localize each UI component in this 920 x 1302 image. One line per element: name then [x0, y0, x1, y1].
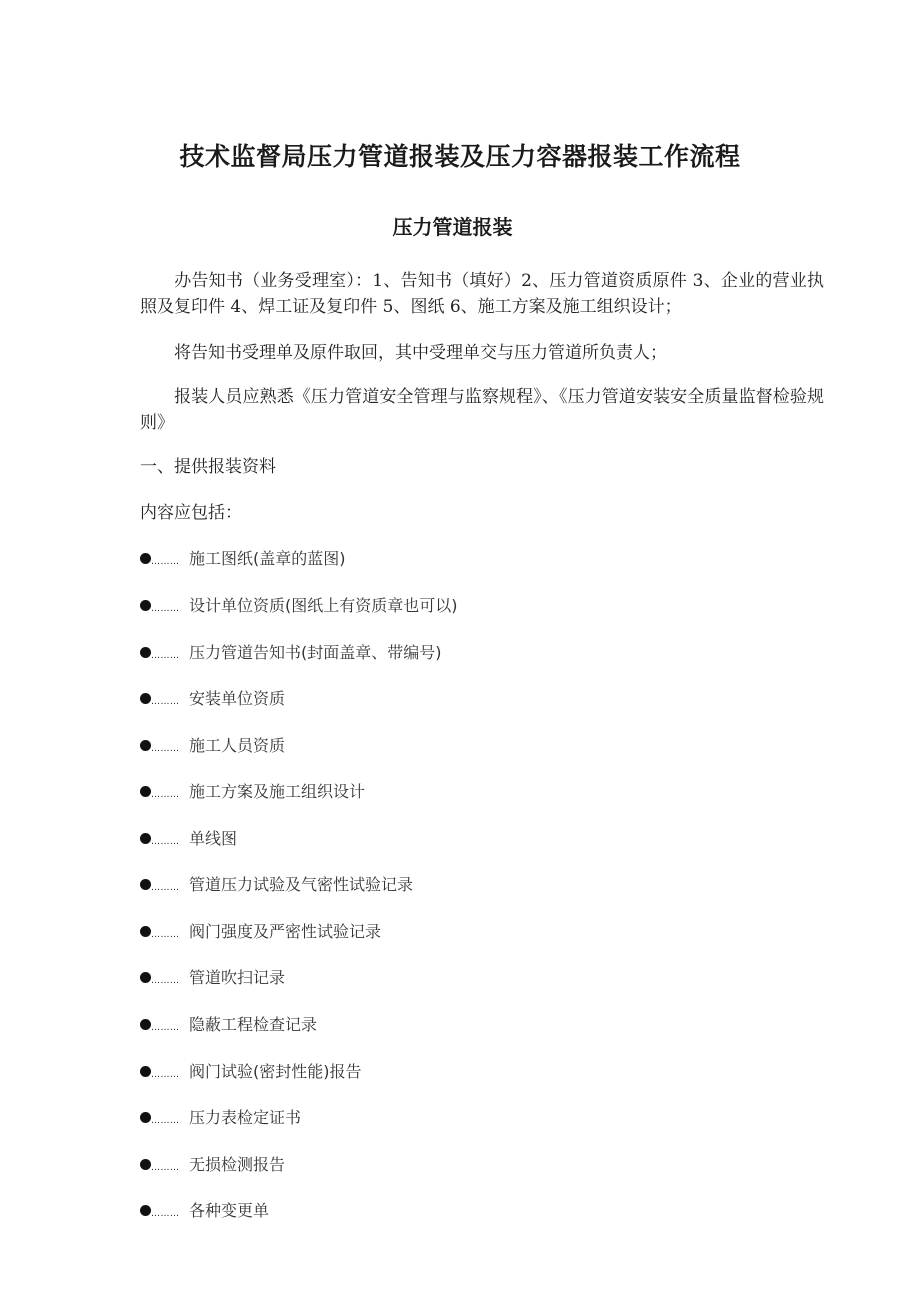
paragraph-receipt [140, 340, 824, 366]
list-item-text: 设计单位资质(图纸上有资质章也可以) [189, 596, 458, 615]
leader-dots: ……… [151, 557, 180, 567]
leader-dots: ……… [151, 604, 180, 614]
leader-dots: ……… [151, 744, 180, 754]
list-item [140, 686, 285, 712]
list-item [140, 1198, 269, 1224]
document-title: 技术监督局压力管道报装及压力容器报装工作流程 [179, 142, 741, 171]
paragraph-text: 报装人员应熟悉《压力管道安全管理与监察规程》、《压力管道安装安全质量监督检验规则》 [140, 387, 824, 433]
section-subtitle: 压力管道报装 [392, 215, 513, 239]
leader-dots: ……… [151, 651, 180, 661]
list-item-text: 各种变更单 [189, 1201, 270, 1220]
list-item [140, 640, 442, 666]
list-item [140, 1012, 317, 1038]
section-heading: 一、提供报装资料 [140, 457, 276, 477]
bullet-icon [140, 1159, 151, 1170]
bullet-icon [140, 926, 151, 937]
bullet-icon [140, 600, 151, 611]
bullet-icon [140, 647, 151, 658]
bullet-icon [140, 1112, 151, 1123]
bullet-icon [140, 1066, 151, 1077]
list-item [140, 919, 381, 945]
leader-dots: ……… [151, 1209, 180, 1219]
list-item-text: 隐蔽工程检查记录 [189, 1015, 318, 1034]
list-item-text: 阀门强度及严密性试验记录 [189, 922, 382, 941]
leader-dots: ……… [151, 1116, 180, 1126]
paragraph-notice [140, 268, 824, 320]
leader-dots: ……… [151, 1163, 180, 1173]
list-item-text: 安装单位资质 [189, 689, 286, 708]
bullet-icon [140, 972, 151, 983]
bullet-icon [140, 879, 151, 890]
paragraph-text: 将告知书受理单及原件取回，其中受理单交与压力管道所负责人； [174, 343, 667, 363]
leader-dots: ……… [151, 1023, 180, 1033]
list-item-text: 阀门试验(密封性能)报告 [189, 1062, 362, 1081]
leader-dots: ……… [151, 697, 180, 707]
leader-dots: ……… [151, 1070, 180, 1080]
bullet-icon [140, 693, 151, 704]
list-item [140, 1105, 301, 1131]
leader-dots: ……… [151, 883, 180, 893]
bullet-icon [140, 1019, 151, 1030]
leader-dots: ……… [151, 790, 180, 800]
list-item-text: 无损检测报告 [189, 1155, 286, 1174]
list-item-text: 施工人员资质 [189, 736, 286, 755]
list-item [140, 1152, 285, 1178]
list-item [140, 779, 365, 805]
list-item-text: 单线图 [189, 829, 238, 848]
list-item [140, 826, 237, 852]
bullet-icon [140, 833, 151, 844]
list-item [140, 593, 458, 619]
list-item [140, 546, 346, 572]
bullet-icon [140, 553, 151, 564]
list-item-text: 管道吹扫记录 [189, 968, 286, 987]
paragraph-regulations [140, 384, 824, 436]
paragraph-text: 办告知书（业务受理室）：1、告知书（填好）2、压力管道资质原件 3、企业的营业执照及复印件 4、焊工证及复印件 5、图纸 6、施工方案及施工组织设计； [140, 271, 824, 317]
bullet-icon [140, 1205, 151, 1216]
leader-dots: ……… [151, 837, 180, 847]
list-intro: 内容应包括： [140, 503, 242, 523]
list-item-text: 施工方案及施工组织设计 [189, 782, 366, 801]
list-item [140, 872, 413, 898]
list-item [140, 1059, 362, 1085]
leader-dots: ……… [151, 930, 180, 940]
list-item-text: 管道压力试验及气密性试验记录 [189, 875, 414, 894]
bullet-icon [140, 740, 151, 751]
list-item-text: 施工图纸(盖章的蓝图) [189, 549, 346, 568]
list-item [140, 733, 285, 759]
list-item-text: 压力管道告知书(封面盖章、带编号) [189, 643, 442, 662]
leader-dots: ……… [151, 976, 180, 986]
list-item [140, 965, 285, 991]
bullet-icon [140, 786, 151, 797]
list-item-text: 压力表检定证书 [189, 1108, 302, 1127]
